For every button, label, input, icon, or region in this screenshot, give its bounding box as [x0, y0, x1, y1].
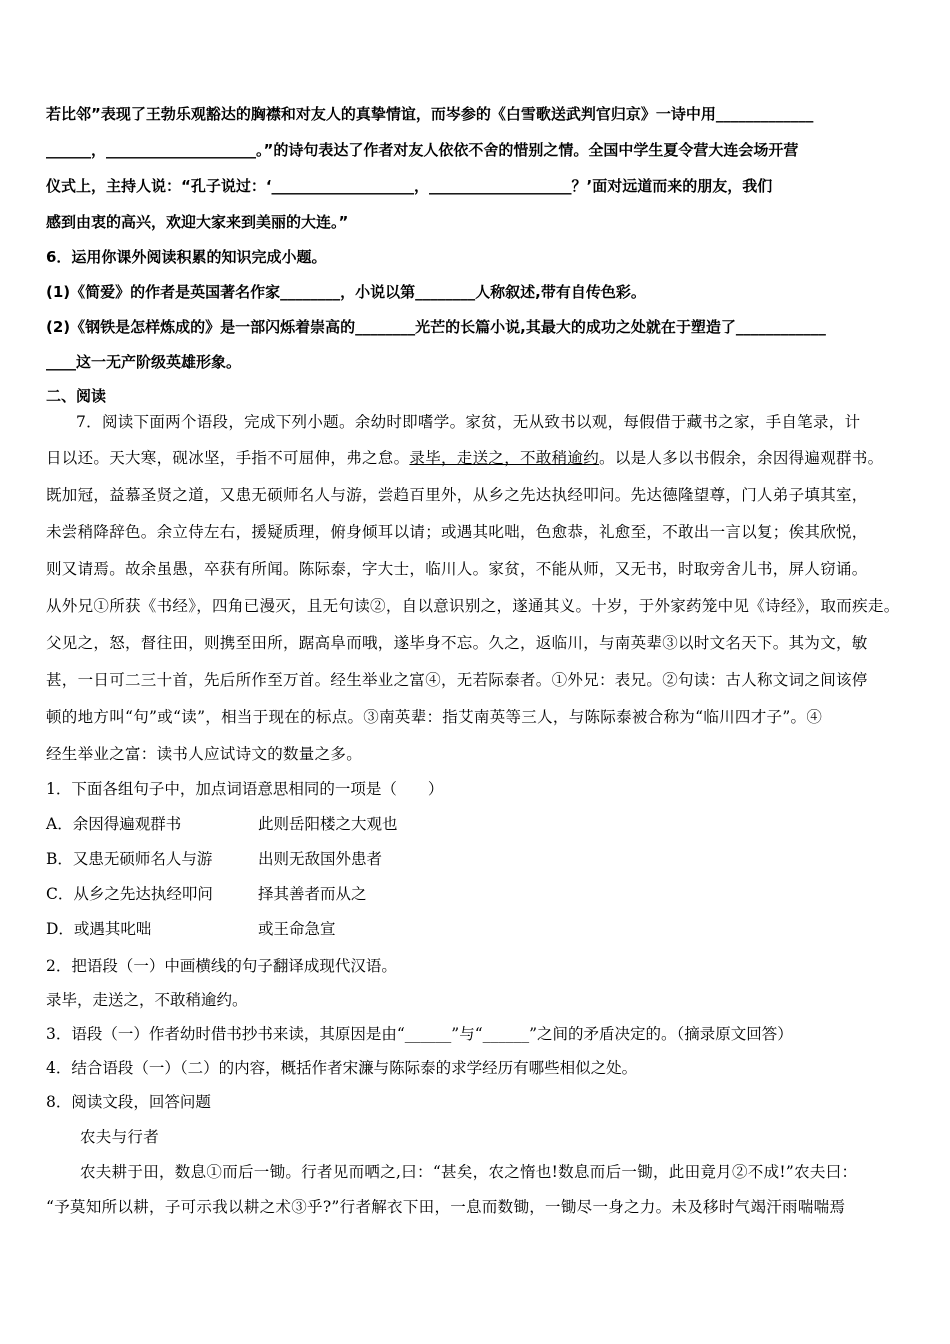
fable-line: 农夫耕于田，数息①而后一锄。行者见而哂之,曰：“甚矣，农之惰也!数息而后一锄，此田竟月②不成!”农夫曰：: [80, 1163, 858, 1181]
section-heading-reading: 二、阅读: [46, 387, 107, 405]
question-2-stem: 2．把语段（一）中画横线的句子翻译成现代汉语。: [46, 957, 397, 975]
passage-line: 则又请焉。故余虽愚，卒获有所闻。陈际泰，字大士，临川人。家贫，不能从师，又无书，时取旁舍儿书，屏人窃诵。: [46, 560, 868, 578]
passage-line: 甚，一日可二三十首，先后所作至万首。经生举业之富④，无若际泰者。①外兄：表兄。②句读：古人称文词之间该停: [46, 671, 868, 689]
passage-line: 日以还。天大寒，砚冰坚，手指不可屈伸，弗之怠。录毕，走送之，不敢稍逾约。以是人多以书假余，余因得遍观群书。: [46, 449, 884, 467]
option-c-pair: 择其善者而从之: [258, 885, 367, 903]
passage-line: 从外兄①所获《书经》，四角已漫灭，且无句读②，自以意识别之，遂通其义。十岁，于外家药笼中见《诗经》，取而疾走。: [46, 597, 900, 615]
fable-title: 农夫与行者: [80, 1128, 160, 1146]
question-6-item-1: (1)《简爱》的作者是英国著名作家________，小说以第________人称叙述,带有自传色彩。: [46, 283, 646, 301]
text-line: ____这一无产阶级英雄形象。: [46, 353, 242, 371]
question-1-stem: 1．下面各组句子中，加点词语意思相同的一项是（ ）: [46, 780, 444, 798]
text-line: ______，____________________。”的诗句表达了作者对友人依依不舍的惜别之情。全国中学生夏令营大连会场开营: [46, 141, 799, 159]
passage-line: 顿的地方叫“句”或“读”，相当于现在的标点。③南英辈：指艾南英等三人，与陈际泰被合称为“临川四才子”。④: [46, 708, 823, 726]
question-2-sentence: 录毕，走送之，不敢稍逾约。: [46, 991, 248, 1009]
text-line: 仪式上，主持人说：“孔子说过：‘___________________，___________________？’面对远道而来的朋友，我们: [46, 177, 773, 195]
option-d-pair: 或王命急宣: [258, 920, 336, 938]
passage-line: 7．阅读下面两个语段，完成下列小题。余幼时即嗜学。家贫，无从致书以观，每假借于藏书之家，手自笔录，计: [76, 413, 861, 431]
option-a: A．余因得遍观群书: [46, 815, 182, 833]
text-line: 感到由衷的高兴，欢迎大家来到美丽的大连。”: [46, 213, 349, 231]
fable-line: “予莫知所以耕，子可示我以耕之术③乎?”行者解衣下田，一息而数锄，一锄尽一身之力。未及移时气竭汗雨喘喘焉: [46, 1198, 846, 1216]
text-line: 若比邻”表现了王勃乐观豁达的胸襟和对友人的真挚情谊，而岑参的《白雪歌送武判官归京》一诗中用_____________: [46, 105, 814, 123]
passage-line: 经生举业之富：读书人应试诗文的数量之多。: [46, 745, 363, 763]
question-4-stem: 4．结合语段（一）（二）的内容，概括作者宋濂与陈际泰的求学经历有哪些相似之处。: [46, 1059, 638, 1077]
option-a-pair: 此则岳阳楼之大观也: [258, 815, 398, 833]
question-6-heading: 6．运用你课外阅读积累的知识完成小题。: [46, 248, 327, 266]
passage-line: 未尝稍降辞色。余立侍左右，援疑质理，俯身倾耳以请；或遇其叱咄，色愈恭，礼愈至，不敢出一言以复；俟其欣悦，: [46, 523, 868, 541]
option-b: B．又患无硕师名人与游: [46, 850, 213, 868]
passage-line: 父见之，怒，督往田，则携至田所，踞高阜而哦，遂毕身不忘。久之，返临川，与南英辈③以时文名天下。其为文，敏: [46, 634, 868, 652]
option-b-pair: 出则无敌国外患者: [258, 850, 383, 868]
option-d: D．或遇其叱咄: [46, 920, 152, 938]
passage-line: 既加冠，益慕圣贤之道，又患无硕师名人与游，尝趋百里外，从乡之先达执经叩问。先达德隆望尊，门人弟子填其室，: [46, 486, 868, 504]
underlined-sentence: 录毕，走送之，不敢稍逾约: [409, 449, 600, 467]
option-c: C．从乡之先达执经叩问: [46, 885, 213, 903]
question-6-item-2: (2)《钢铁是怎样炼成的》是一部闪烁着崇高的________光芒的长篇小说,其最大的成功之处就在于塑造了____________: [46, 318, 826, 336]
question-3-stem: 3．语段（一）作者幼时借书抄书来读，其原因是由“______”与“______”之间的矛盾决定的。（摘录原文回答）: [46, 1025, 793, 1043]
question-8-stem: 8．阅读文段，回答问题: [46, 1093, 211, 1111]
